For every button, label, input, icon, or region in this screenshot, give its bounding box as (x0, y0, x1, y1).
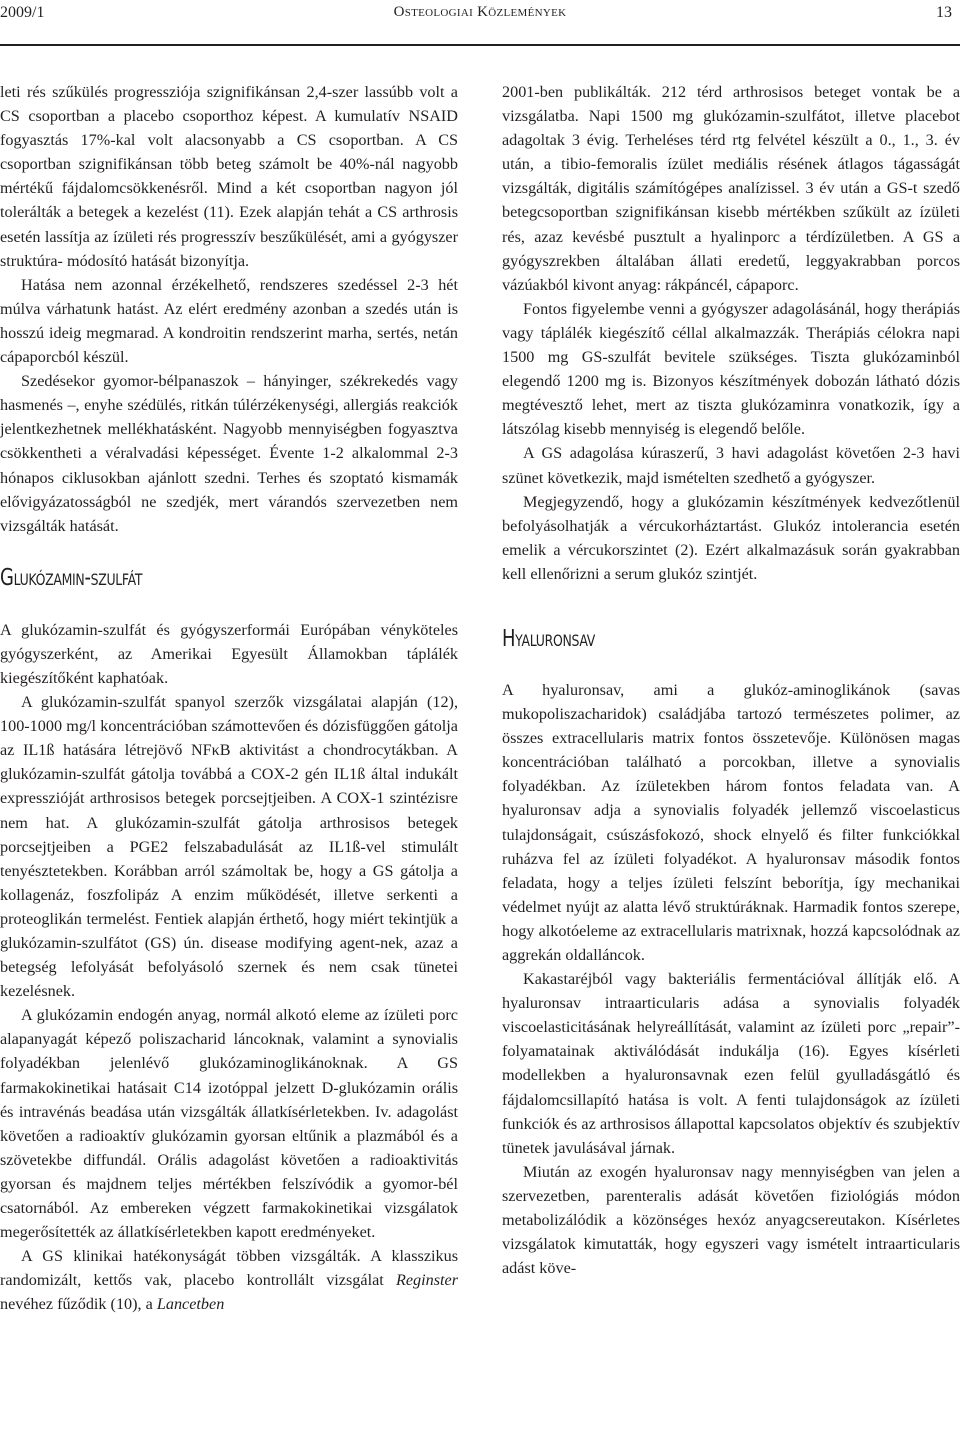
paragraph: Fontos figyelembe venni a gyógyszer adagolásánál, hogy therápiás vagy táplálék kiegészítő céllal alkalmazzák. Therápiás célokra napi 1500 mg GS-szulfát bevitele szükséges. Tiszta glukózaminból elegendő 1200 mg is. Bizonyos készítmények dobozán látható dózis megtévesztő lehet, mert az tiszta glukózaminra vonatkozik, így a látszólag kisebb mennyiség is elegendő belőle. (502, 299, 960, 439)
paragraph: A glukózamin endogén anyag, normál alkotó eleme az ízületi porc alapanyagát képező poliszacharid láncoknak, valamint a synovialis folyadékban jelenlévő glukózaminoglikánoknak. A GS farmakokinetikai hatásait C14 izotóppal jelzett D-glukózamin orális és intravénás beadása után vizsgálták állatkísérletekben. Iv. adagolást követően a radioaktív glukózamin gyorsan eltűnik a plazmából és a szövetekbe diffundál. Orális adagolást követően a radioaktivitás gyorsan és majdnem teljes mértékben felszívódik a gyomor-bél csatornából. Az embereken végzett farmakokinetikai vizsgálatok megerősítették az állatkísérletekben kapott eredményeket. (0, 1006, 458, 1242)
journal-title: Osteologiai Közlemények (393, 4, 567, 20)
author-name-italic: Reginster (395, 1271, 458, 1290)
paragraph: leti rés szűkülés progressziója szignifikánsan 2,4-szer lassúbb volt a CS csoportban a placebo csoporthoz képest. A kumulatív NSAID fogyasztás 17%-kal volt alacsonyabb a CS csoportban. A CS csoportban szignifikánsan több beteg számolt be 40%-nál nagyobb mértékű fájdalomcsökkenésről. Mind a két csoportban nagyon jól tolerálták a betegek a kezelést (11). Ezek alapján tehát a CS arthrosis esetén lassítja az ízületi rés progresszív beszűkülését, ami a gyógyszer struktúra- módosító hatását bizonyítja. (0, 83, 458, 270)
paragraph: A GS adagolása kúraszerű, 3 havi adagolást követően 2-3 havi szünet következik, majd ismételten szedhető a gyógyszer. (502, 444, 960, 487)
running-header (0, 0, 960, 50)
paragraph: 2001-ben publikálták. 212 térd arthrosisos beteget vontak be a vizsgálatba. Napi 1500 mg glukózamin-szulfátot, illetve placebot adagoltak 3 évig. Terheléses térd rtg felvétel készült a 0., 1., 3. év után, a tibio-femoralis ízület mediális résének átlagos tágasságát vizsgálták, digitális számítógépes analízissel. 3 év után a GS-t szedő betegcsoportban szignifikánsan kisebb mértékben szűkült az ízületi rés, azaz kevésbé pusztult a hyalinporc a térdízületben. A GS a gyógyszrekben általában állati eredetű, leggyakrabban porcos vázúakból kivont anyag: rákpáncél, cápaporc. (502, 83, 960, 294)
page-number: 13 (936, 4, 952, 21)
issue-number: 2009/1 (0, 4, 45, 21)
paragraph: Hatása nem azonnal érzékelhető, rendszeres szedéssel 2-3 hét múlva várhatunk hatást. Az elért eredmény azonban a szedés után is hosszú ideig megmarad. A kondroitin rendszerint marha, sertés, netán cápaporcból készül. (0, 275, 458, 367)
paragraph: A glukózamin-szulfát spanyol szerzők vizsgálatai alapján (12), 100-1000 mg/l koncentrációban számottevően és dózisfüggően gátolja az IL1ß hatására létrejövő NFκB aktivitást a chondrocytákban. A glukózamin-szulfát gátolja továbbá a COX-2 gén IL1ß által indukált expresszióját arthrosisos betegek porcsejtjeiben. A COX-1 szintézisre nem hat. A glukózamin-szulfát gátolja arthrosisos betegek porcsejtjeiben a PGE2 felszabadulását az IL1ß-vel stimulált tenyésztetekben. Korábban arról számoltak be, hogy a GS gátolja a kollagenáz, foszfolipáz A enzim működését, illetve serkenti a proteoglikán termelést. Fentiek alapján érthető, hogy miért tekintjük a glukózamin-szulfátot (GS) ún. disease modifying agent-nek, azaz a betegség lefolyását befolyásoló szernek és nem csak tünetei kezelésnek. (0, 693, 458, 1001)
paragraph (0, 1244, 458, 1316)
paragraph: A glukózamin-szulfát és gyógyszerformái Európában vényköteles gyógyszerként, az Amerikai Egyesült Államokban táplálék kiegészítőként kaphatóak. (0, 620, 458, 687)
text-run: nevéhez fűződik (10), a (0, 1295, 157, 1314)
section-heading-glucosamine: Glukózamin-szulfát (0, 564, 143, 591)
section-heading-hyaluronic-acid: Hyaluronsav (502, 625, 595, 652)
paragraph: A hyaluronsav, ami a glukóz-aminoglikánok (savas mukopoliszacharidok) családjába tartozó természetes polimer, az összes extracellularis matrix fontos összetevője. Különösen magas koncentrációban található a porcokban, illetve a synovialis folyadékban. Az ízületekben három fontos feladata van. A hyaluronsav adja a synovialis folyadék jellemző viscoelasticus tulajdonságait, csúszásfokozó, shock elnyelő és filter funkciókkal ruházva fel az ízületi folyadékot. A hyaluronsav második fontos feladata, hogy a teljes ízületi felszínt beborítja, így mechanikai védelmet nyújt az alatta lévő struktúráknak. Harmadik fontos szerepe, hogy alkotóeleme az extracellularis matrixnak, hozzá kapcsolódnak az aggrekán oldalláncok. (502, 680, 960, 964)
left-column (0, 80, 458, 1317)
paragraph: Kakastaréjból vagy bakteriális fermentációval állítják elő. A hyaluronsav intraarticularis adása a synovialis folyadék viscoelasticitásának helyreállítását, valamint az ízületi porc „repair”-folyamatainak aktiválódását indukálja (16). Egyes kísérleti modellekben a hyaluronsavnak ezen felül gyulladásgátló és fájdalomcsillapító hatása is volt. A fenti tulajdonságok az ízületi funkciók és az arthrosisos állapottal kapcsolatos objektív és szubjektív tünetek javulásával járnak. (502, 970, 960, 1157)
paragraph: Miután az exogén hyaluronsav nagy mennyiségben van jelen a szervezetben, parenteralis adását követően fiziológiás módon metabolizálódik a közönséges hexóz anyagcsereutakon. Kísérletes vizsgálatok kimutatták, hogy egyszeri vagy ismételt intraarticularis adást köve- (502, 1162, 960, 1278)
header-rule (0, 44, 960, 46)
paragraph: Szedésekor gyomor-bélpanaszok – hányinger, székrekedés vagy hasmenés –, enyhe szédülés, ritkán túlérzékenységi, allergiás reakciók jelentkezhetnek mellékhatásként. Nagyobb mennyiségben fogyasztva csökkentheti a véralvadási képességet. Évente 1-2 alkalommal 2-3 hónapos ciklusokban ajánlott szedni. Terhes és szoptató kismamák elővigyázatosságból ne szedjék, mert várandós szervezetben nem vizsgálták hatását. (0, 372, 458, 535)
right-column (502, 80, 960, 1280)
paragraph: Megjegyzendő, hogy a glukózamin készítmények kedvezőtlenül befolyásolhatják a vércukorháztartást. Glukóz intolerancia esetén emelik a vércukorszintet (2). Ezért alkalmazásuk során gyakrabban kell ellenőrizni a serum glukóz szintjét. (502, 492, 960, 583)
text-run: A GS klinikai hatékonyságát többen vizsgálták. A klasszikus randomizált, kettős vak, placebo kontrollált vizsgálat (0, 1247, 458, 1290)
journal-name-italic: Lancetben (156, 1295, 225, 1314)
